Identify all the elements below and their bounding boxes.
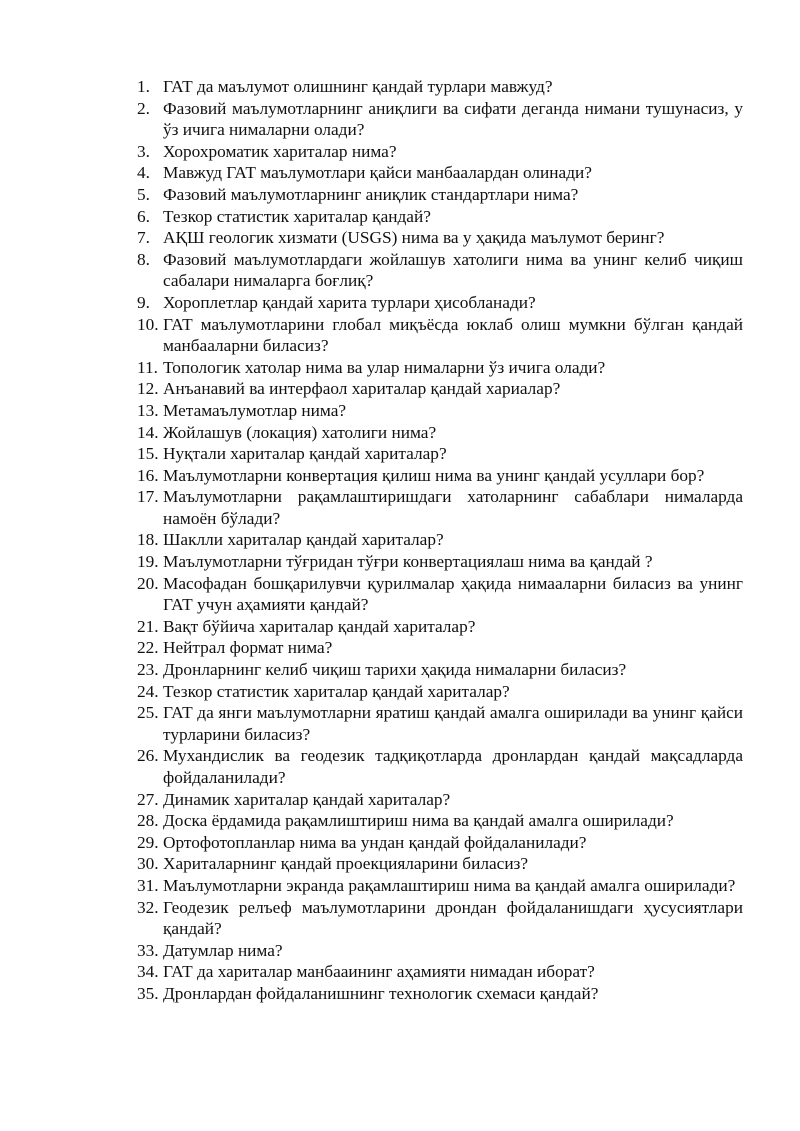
question-item <box>137 227 743 249</box>
question-item <box>137 702 743 745</box>
question-text: Анъанавий ва интерфаол хариталар қандай хариалар? <box>163 379 561 399</box>
question-number: 5. <box>137 184 150 204</box>
question-text: Ортофотопланлар нима ва ундан қандай фойдаланилади? <box>163 832 587 852</box>
question-number: 8. <box>137 249 150 269</box>
question-item <box>137 357 743 379</box>
question-text: Фазовий маълумотларнинг аниқлиги ва сифати деганда нимани тушунасиз, у ўз ичига нималарни олади? <box>163 98 743 140</box>
question-item <box>137 810 743 832</box>
question-text: Дронлардан фойдаланишнинг технологик схемаси қандай? <box>163 983 599 1003</box>
question-number: 27. <box>137 789 159 809</box>
question-item <box>137 314 743 357</box>
question-text: Хорохроматик хариталар нима? <box>163 141 397 161</box>
question-item <box>137 940 743 962</box>
question-text: ГАТ да маълумот олишнинг қандай турлари мавжуд? <box>163 77 553 96</box>
question-text: Метамаълумотлар нима? <box>163 400 347 420</box>
question-text: Топологик хатолар нима ва улар нималарни ўз ичига олади? <box>163 357 606 377</box>
question-item <box>137 249 743 292</box>
question-number: 25. <box>137 703 159 723</box>
question-number: 14. <box>137 422 159 442</box>
question-item <box>137 443 743 465</box>
question-text: Мавжуд ГАТ маълумотлари қайси манбаалардан олинади? <box>163 163 592 183</box>
question-number: 4. <box>137 163 150 183</box>
question-number: 20. <box>137 573 159 593</box>
question-number: 19. <box>137 552 159 572</box>
question-text: АҚШ геологик хизмати (USGS) нима ва у ҳақида маълумот беринг? <box>163 228 665 248</box>
question-number: 32. <box>137 897 159 917</box>
question-number: 7. <box>137 228 150 248</box>
question-item <box>137 659 743 681</box>
question-item <box>137 961 743 983</box>
question-text: Жойлашув (локация) хатолиги нима? <box>163 422 437 442</box>
question-number: 34. <box>137 962 159 982</box>
question-text: Динамик хариталар қандай хариталар? <box>163 789 451 809</box>
question-item <box>137 141 743 163</box>
question-item <box>137 789 743 811</box>
question-text: Маълумотларни рақамлаштиришдаги хатоларнинг сабаблари нималарда намоён бўлади? <box>163 487 743 528</box>
question-list <box>137 76 743 1005</box>
question-number: 28. <box>137 811 159 831</box>
question-text: Нейтрал формат нима? <box>163 638 333 658</box>
question-item <box>137 637 743 659</box>
question-number: 18. <box>137 530 159 550</box>
question-text: ГАТ да хариталар манбааининг аҳамияти нимадан иборат? <box>163 962 595 982</box>
question-text: Геодезик релъеф маълумотларини дрондан фойдаланишдаги ҳусусиятлари қандай? <box>163 897 743 939</box>
question-item <box>137 745 743 788</box>
question-text: Мухандислик ва геодезик тадқиқотларда дронлардан қандай мақсадларда фойдаланилади? <box>163 746 743 787</box>
question-number: 22. <box>137 638 159 658</box>
question-number: 24. <box>137 681 159 701</box>
question-number: 9. <box>137 292 150 312</box>
question-item <box>137 98 743 141</box>
question-text: Доска ёрдамида рақамлиштириш нима ва қандай амалга оширилади? <box>163 811 674 831</box>
question-number: 30. <box>137 854 159 874</box>
question-text: Маълумотларни экранда рақамлаштириш нима ва қандай амалга оширилади? <box>163 875 736 895</box>
question-text: Маълумотларни тўғридан тўғри конвертациялаш нима ва қандай ? <box>163 552 653 572</box>
question-number: 33. <box>137 940 159 960</box>
question-item <box>137 486 743 529</box>
question-text: Маълумотларни конвертация қилиш нима ва унинг қандай усуллари бор? <box>163 465 705 485</box>
question-number: 10. <box>137 314 159 334</box>
question-number: 26. <box>137 746 159 766</box>
question-item <box>137 573 743 616</box>
question-number: 6. <box>137 206 150 226</box>
question-text: Вақт бўйича хариталар қандай хариталар? <box>163 616 476 636</box>
question-item <box>137 897 743 940</box>
question-text: ГАТ маълумотларини глобал миқъёсда юклаб олиш мумкни бўлган қандай манбааларни биласиз? <box>163 314 743 356</box>
question-item <box>137 616 743 638</box>
question-item <box>137 184 743 206</box>
question-number: 13. <box>137 400 159 420</box>
question-text: Фазовий маълумотларнинг аниқлик стандартлари нима? <box>163 184 579 204</box>
question-item <box>137 983 743 1005</box>
question-item <box>137 378 743 400</box>
question-text: Фазовий маълумотлардаги жойлашув хатолиги нима ва унинг келиб чиқиш сабалари нималарга боғлиқ? <box>163 249 743 291</box>
question-number: 1. <box>137 77 150 96</box>
question-text: Хариталарнинг қандай проекцияларини биласиз? <box>163 854 529 874</box>
question-item <box>137 875 743 897</box>
question-item <box>137 206 743 228</box>
question-number: 2. <box>137 98 150 118</box>
question-number: 16. <box>137 465 159 485</box>
question-text: Нуқтали хариталар қандай хариталар? <box>163 444 447 464</box>
question-text: Тезкор статистик хариталар қандай хариталар? <box>163 681 510 701</box>
question-number: 12. <box>137 379 159 399</box>
question-text: Датумлар нима? <box>163 940 283 960</box>
question-item <box>137 832 743 854</box>
question-item <box>137 465 743 487</box>
question-number: 11. <box>137 357 158 377</box>
question-text: ГАТ да янги маълумотларни яратиш қандай амалга оширилади ва унинг қайси турларини биласиз? <box>163 703 743 744</box>
question-item <box>137 76 743 98</box>
question-number: 23. <box>137 660 159 680</box>
question-item <box>137 162 743 184</box>
question-number: 31. <box>137 875 159 895</box>
question-item <box>137 529 743 551</box>
question-text: Хороплетлар қандай харита турлари ҳисобланади? <box>163 292 536 312</box>
question-text: Масофадан бошқарилувчи қурилмалар ҳақида нимааларни биласиз ва унинг ГАТ учун аҳамияти қандай? <box>163 573 743 615</box>
question-item <box>137 681 743 703</box>
question-text: Тезкор статистик хариталар қандай? <box>163 206 431 226</box>
question-text: Дронларнинг келиб чиқиш тарихи ҳақида нималарни биласиз? <box>163 660 627 680</box>
question-text: Шаклли хариталар қандай хариталар? <box>163 530 444 550</box>
question-number: 35. <box>137 983 159 1003</box>
question-number: 3. <box>137 141 150 161</box>
question-item <box>137 422 743 444</box>
question-number: 29. <box>137 832 159 852</box>
question-item <box>137 400 743 422</box>
question-number: 15. <box>137 444 159 464</box>
question-item <box>137 853 743 875</box>
question-item <box>137 551 743 573</box>
question-number: 17. <box>137 487 159 507</box>
question-item <box>137 292 743 314</box>
question-number: 21. <box>137 616 159 636</box>
